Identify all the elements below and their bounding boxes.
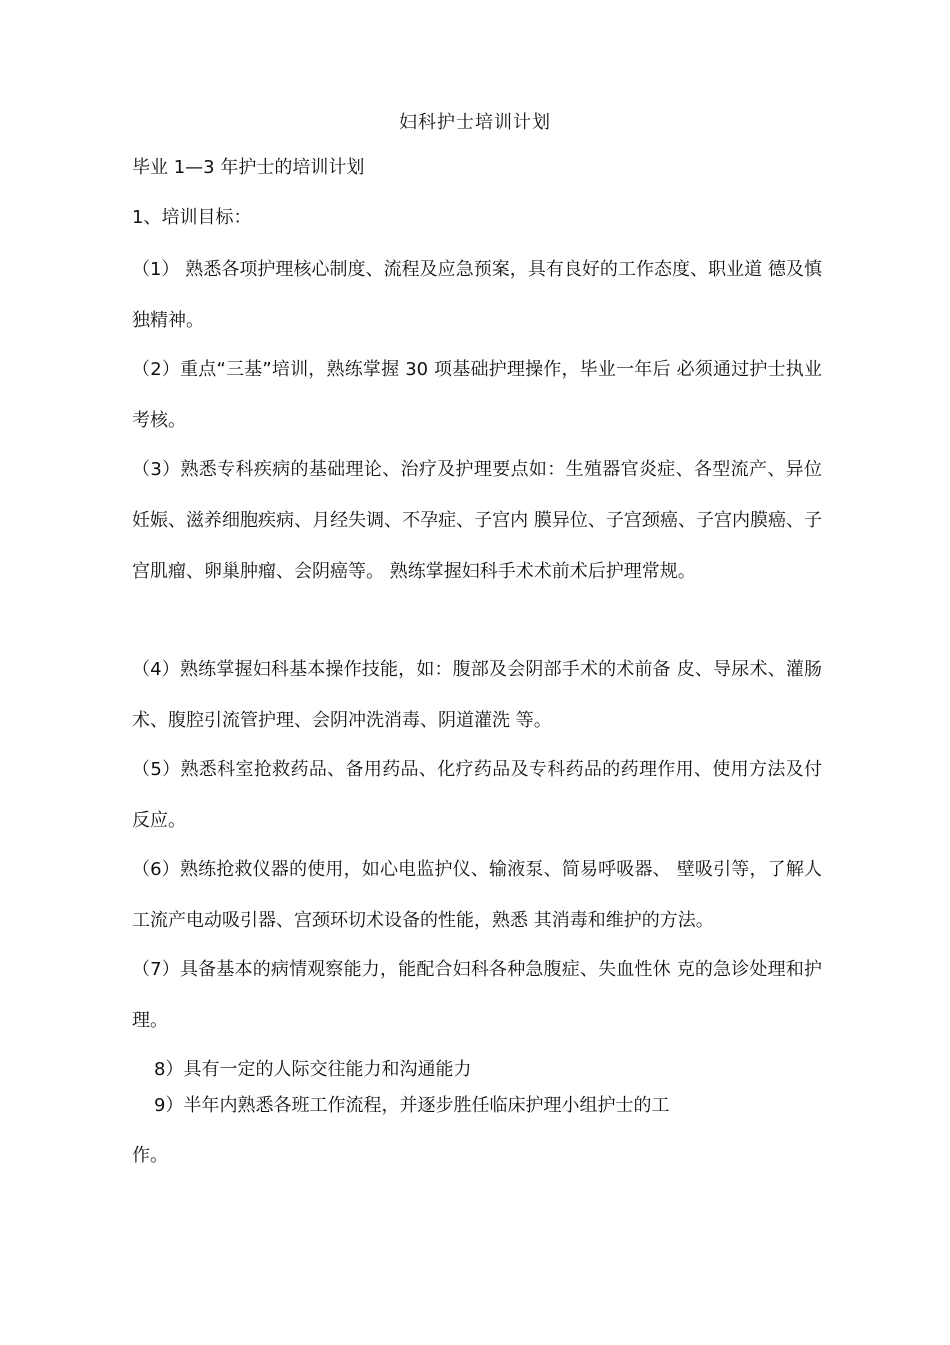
goal-item-6: （6）熟练抢救仪器的使用，如心电监护仪、输液泵、简易呼吸器、 壁吸引等，了解人工流产电动吸引器、宫颈环切术设备的性能，熟悉 其消毒和维护的方法。 — [132, 859, 822, 931]
goal-item-7: （7）具备基本的病情观察能力，能配合妇科各种急腹症、失血性休 克的急诊处理和护理。 — [132, 959, 822, 1031]
goal-heading: 1、培训目标： — [132, 207, 252, 228]
document-title: 妇科护士培训计划 — [399, 112, 551, 133]
goal-item-9-continuation: 作。 — [132, 1145, 168, 1166]
goal-item-8: 8）具有一定的人际交往能力和沟通能力 — [154, 1059, 472, 1080]
goal-item-3: （3）熟悉专科疾病的基础理论、治疗及护理要点如：生殖器官炎症、各型流产、异位妊娠、滋养细胞疾病、月经失调、不孕症、子宫内 膜异位、子宫颈癌、子宫内膜癌、子宫肌瘤、卵巢肿瘤、会阴癌等。 熟练掌握妇科手术术前术后护理常规。 — [132, 459, 822, 582]
goal-item-5: （5）熟悉科室抢救药品、备用药品、化疗药品及专科药品的药理作用、使用方法及付反应。 — [132, 759, 822, 831]
goal-item-2: （2）重点“三基”培训，熟练掌握 30 项基础护理操作，毕业一年后 必须通过护士执业考核。 — [132, 359, 822, 431]
section-subtitle: 毕业 1—3 年护士的培训计划 — [132, 157, 365, 178]
goal-item-4: （4）熟练掌握妇科基本操作技能，如：腹部及会阴部手术的术前备 皮、导尿术、灌肠术、腹腔引流管护理、会阴冲洗消毒、阴道灌洗 等。 — [132, 659, 822, 731]
goal-item-1: （1） 熟悉各项护理核心制度、流程及应急预案，具有良好的工作态度、职业道 德及慎独精神。 — [132, 259, 822, 331]
goal-item-9: 9）半年内熟悉各班工作流程，并逐步胜任临床护理小组护士的工 — [154, 1095, 670, 1116]
